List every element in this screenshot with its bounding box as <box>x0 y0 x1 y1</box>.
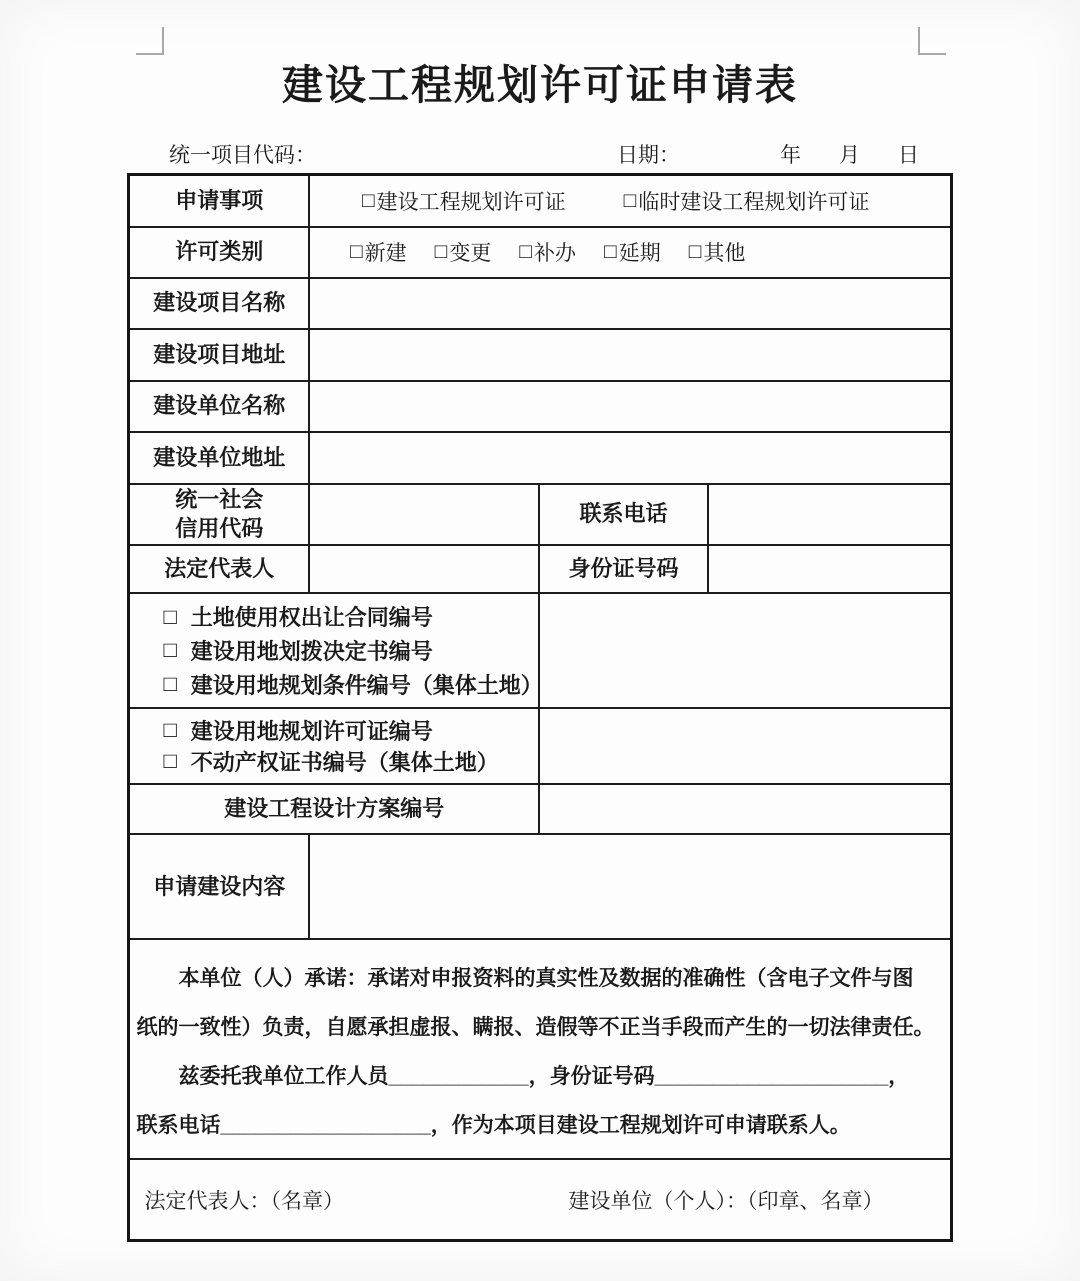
option-temporary-construction-permit[interactable] <box>624 186 870 216</box>
checkbox-icon[interactable]: □ <box>349 240 363 263</box>
option-label: 临时建设工程规划许可证 <box>638 190 870 214</box>
application-item-options <box>310 186 950 216</box>
construction-content-field[interactable] <box>309 834 951 939</box>
commitment-text-line1: 本单位（人）承诺：承诺对申报资料的真实性及数据的准确性（含电子文件与图 <box>178 966 914 990</box>
application-form-table <box>127 173 952 1242</box>
option-construction-permit[interactable] <box>362 186 566 216</box>
design-scheme-no-field[interactable] <box>539 784 951 834</box>
option-real-estate-certificate-no[interactable] <box>130 746 538 777</box>
option-label: 补办 <box>534 242 577 265</box>
page-corner-mark-top-right <box>918 27 946 55</box>
checkbox-icon[interactable]: □ <box>163 717 177 743</box>
contact-phone-label: 联系电话 <box>539 484 708 545</box>
delegation-text-line1: 兹委托我单位工作人员____________，身份证号码____________________， <box>178 1064 910 1088</box>
date-label: 日期： <box>617 144 680 167</box>
option-planning-conditions-no[interactable] <box>130 669 543 700</box>
delegation-paragraph <box>136 1052 943 1150</box>
permit-type-label: 许可类别 <box>129 227 309 278</box>
option-new[interactable] <box>350 237 407 267</box>
option-label: 延期 <box>618 242 661 265</box>
option-label: 建设用地划拨决定书编号 <box>190 638 433 664</box>
option-label: 其他 <box>703 242 746 265</box>
legal-rep-field[interactable] <box>309 545 539 593</box>
option-other[interactable] <box>689 237 746 267</box>
land-docs-group1 <box>130 600 543 701</box>
commitment-text-line2: 纸的一致性）负责，自愿承担虚报、瞒报、造假等不正当手段而产生的一切法律责任。 <box>136 1015 935 1039</box>
checkbox-icon[interactable]: □ <box>361 188 375 212</box>
credit-code-label <box>129 484 309 545</box>
permit-type-options <box>310 237 950 267</box>
option-reissue[interactable] <box>519 237 576 267</box>
id-number-field[interactable] <box>708 545 951 593</box>
option-label: 变更 <box>449 242 492 265</box>
option-label: 建设用地规划条件编号（集体土地） <box>190 672 543 698</box>
unit-seal-label: 建设单位（个人）：（印章、名章） <box>568 1189 884 1213</box>
option-label: 新建 <box>364 242 407 265</box>
checkbox-icon[interactable]: □ <box>434 240 448 263</box>
project-address-label: 建设项目地址 <box>129 329 309 381</box>
credit-code-label-line1: 统一社会 <box>175 486 264 512</box>
checkbox-icon[interactable]: □ <box>604 240 617 263</box>
option-label: 土地使用权出让合同编号 <box>190 605 433 631</box>
option-extension[interactable] <box>604 237 661 267</box>
checkbox-icon[interactable]: □ <box>163 671 177 697</box>
construction-content-label: 申请建设内容 <box>129 834 309 939</box>
option-label: 不动产权证书编号（集体土地） <box>190 749 499 775</box>
project-name-label: 建设项目名称 <box>129 278 309 329</box>
commitment-section <box>129 939 951 1159</box>
legal-rep-label: 法定代表人 <box>129 545 309 593</box>
project-address-field[interactable] <box>309 329 951 381</box>
page-corner-mark-top-left <box>136 27 164 55</box>
contact-phone-field[interactable] <box>708 484 951 545</box>
checkbox-icon[interactable]: □ <box>623 188 637 212</box>
option-label: 建设工程规划许可证 <box>376 190 566 214</box>
page-title: 建设工程规划许可证申请表 <box>282 62 798 108</box>
checkbox-icon[interactable]: □ <box>163 637 177 663</box>
id-number-label: 身份证号码 <box>539 545 708 593</box>
checkbox-icon[interactable]: □ <box>688 240 702 263</box>
option-land-allocation-decision-no[interactable] <box>130 635 538 666</box>
application-item-label: 申请事项 <box>129 175 309 227</box>
credit-code-label-line2: 信用代码 <box>175 516 264 542</box>
date-year-label: 年 <box>780 144 801 167</box>
land-docs-group2-field[interactable] <box>539 708 951 784</box>
option-label: 建设用地规划许可证编号 <box>190 718 433 744</box>
land-docs-group2 <box>130 715 538 777</box>
checkbox-icon[interactable]: □ <box>163 603 177 629</box>
project-name-field[interactable] <box>309 278 951 329</box>
option-land-planning-permit-no[interactable] <box>130 715 538 746</box>
credit-code-field[interactable] <box>309 484 539 545</box>
unit-address-label: 建设单位地址 <box>129 432 309 484</box>
date-line <box>617 143 951 169</box>
unit-address-field[interactable] <box>309 432 951 484</box>
unit-name-field[interactable] <box>309 381 951 432</box>
legal-rep-signature-label: 法定代表人：（名章） <box>144 1189 344 1213</box>
checkbox-icon[interactable]: □ <box>163 748 177 774</box>
meta-row <box>129 143 951 169</box>
design-scheme-no-label: 建设工程设计方案编号 <box>129 784 539 834</box>
option-land-transfer-contract-no[interactable] <box>130 601 538 632</box>
checkbox-icon[interactable]: □ <box>519 240 533 263</box>
date-month-label: 月 <box>839 144 860 167</box>
delegation-text-line2: 联系电话__________________，作为本项目建设工程规划许可申请联系人。 <box>136 1113 851 1137</box>
unit-name-label: 建设单位名称 <box>129 381 309 432</box>
land-docs-group1-field[interactable] <box>539 593 951 708</box>
option-change[interactable] <box>435 237 492 267</box>
commitment-paragraph <box>136 954 943 1052</box>
date-day-label: 日 <box>898 144 919 167</box>
project-code-label: 统一项目代码： <box>169 144 316 167</box>
